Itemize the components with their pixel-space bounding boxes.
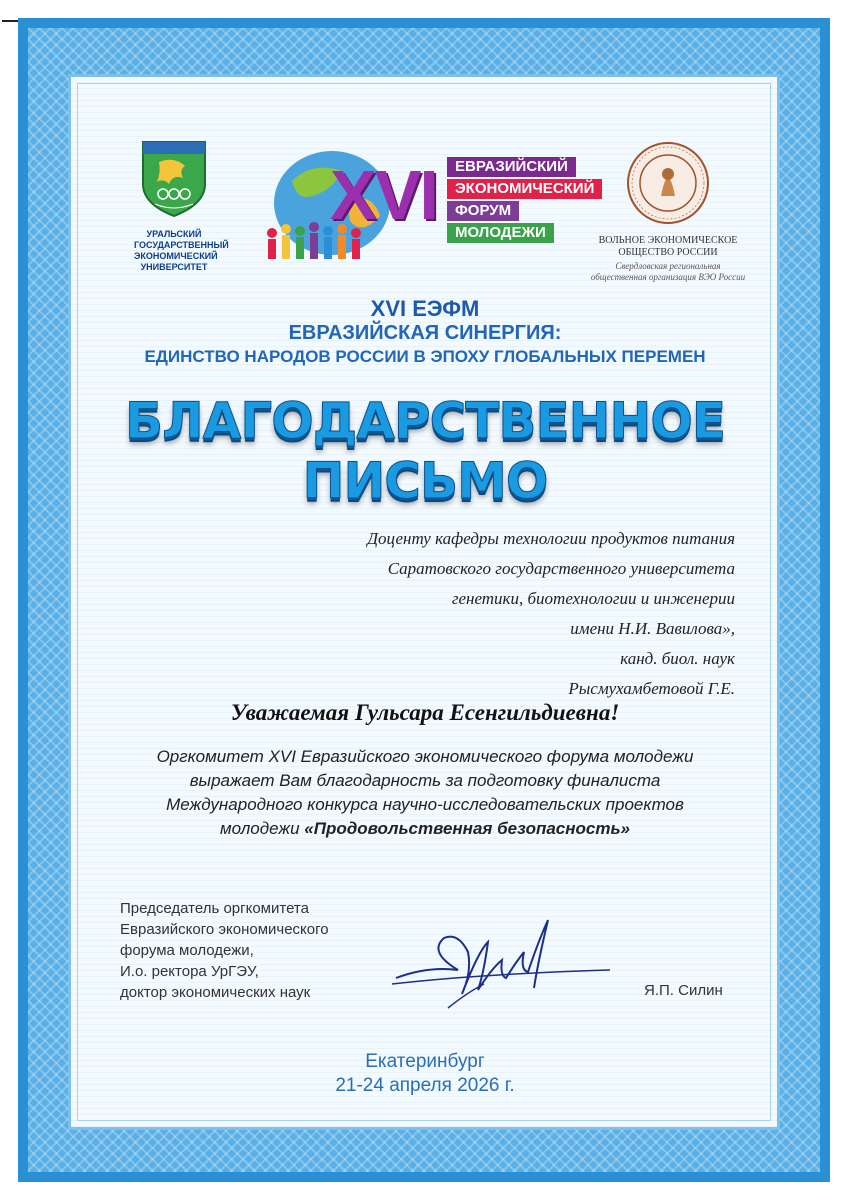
signer-line: Председатель оргкомитета <box>120 900 309 917</box>
signer-line: Евразийского экономического <box>120 921 329 938</box>
document-title: БЛАГОДАРСТВЕННОЕ <box>125 392 725 450</box>
recipient-line: генетики, биотехнологии и инженерии <box>451 589 735 608</box>
forum-theme-subtitle: ЕДИНСТВО НАРОДОВ РОССИИ В ЭПОХУ ГЛОБАЛЬНЫХ ПЕРЕМЕН <box>144 347 706 366</box>
veo-name <box>588 235 748 259</box>
signer-line: форума молодежи, <box>120 942 254 959</box>
seal-icon <box>625 140 711 226</box>
signature <box>388 912 618 1022</box>
body-line: Оргкомитет XVI Евразийского экономического форума молодежи <box>156 747 694 766</box>
signer-position <box>120 898 400 1003</box>
forum-theme: ЕВРАЗИЙСКАЯ СИНЕРГИЯ: <box>288 322 562 344</box>
veo-name-line: ВОЛЬНОЕ ЭКОНОМИЧЕСКОЕ <box>598 235 738 246</box>
recipient-line: имени Н.И. Вавилова», <box>570 619 735 638</box>
place-date <box>70 1050 780 1098</box>
veo-name-line: ОБЩЕСТВО РОССИИ <box>618 247 718 258</box>
body-prefix: молодежи <box>219 819 305 838</box>
signer-name: Я.П. Силин <box>644 982 723 999</box>
date: 21-24 апреля 2026 г. <box>335 1075 515 1096</box>
body-line: Международного конкурса научно-исследовательских проектов <box>166 795 684 814</box>
usue-name-line: УНИВЕРСИТЕТ <box>140 262 208 272</box>
body-line-last <box>90 817 760 841</box>
letter-body <box>90 745 760 841</box>
document-title-line2: ПИСЬМО <box>302 452 548 510</box>
recipient-line: Саратовского государственного университета <box>387 559 735 578</box>
shield-icon <box>139 138 209 218</box>
usue-name <box>134 229 229 273</box>
recipient-line: Доценту кафедры технологии продуктов питания <box>367 529 735 548</box>
veo-subtitle-line: Свердловская региональная <box>615 261 721 271</box>
signer-line: И.о. ректора УрГЭУ, <box>120 963 259 980</box>
forum-ribbon: ЕВРАЗИЙСКИЙ <box>447 157 576 177</box>
recipient-block <box>215 524 735 704</box>
veo-subtitle <box>588 261 748 283</box>
veo-logo <box>588 140 748 283</box>
usue-name-line: ГОСУДАРСТВЕННЫЙ <box>134 240 229 250</box>
competition-name: «Продовольственная безопасность» <box>304 819 631 838</box>
forum-ribbon: МОЛОДЕЖИ <box>447 223 554 243</box>
forum-logo <box>240 135 600 295</box>
usue-name-line: УРАЛЬСКИЙ <box>146 229 202 239</box>
signer-line: доктор экономических наук <box>120 984 311 1001</box>
city: Екатеринбург <box>365 1051 485 1072</box>
forum-ribbon: ЭКОНОМИЧЕСКИЙ <box>447 179 602 199</box>
forum-short-title: XVI ЕЭФМ <box>370 296 480 321</box>
veo-subtitle-line: общественная организация ВЭО России <box>590 272 746 282</box>
recipient-line: канд. биол. наук <box>620 649 735 668</box>
usue-logo <box>134 138 229 273</box>
usue-name-line: ЭКОНОМИЧЕСКИЙ <box>134 251 218 261</box>
salutation: Уважаемая Гульсара Есенгильдиевна! <box>230 700 620 725</box>
forum-number: XVI <box>330 156 437 234</box>
recipient-line: Рысмухамбетовой Г.Е. <box>568 679 735 698</box>
forum-ribbon: ФОРУМ <box>447 201 519 221</box>
body-line: выражает Вам благодарность за подготовку финалиста <box>189 771 661 790</box>
